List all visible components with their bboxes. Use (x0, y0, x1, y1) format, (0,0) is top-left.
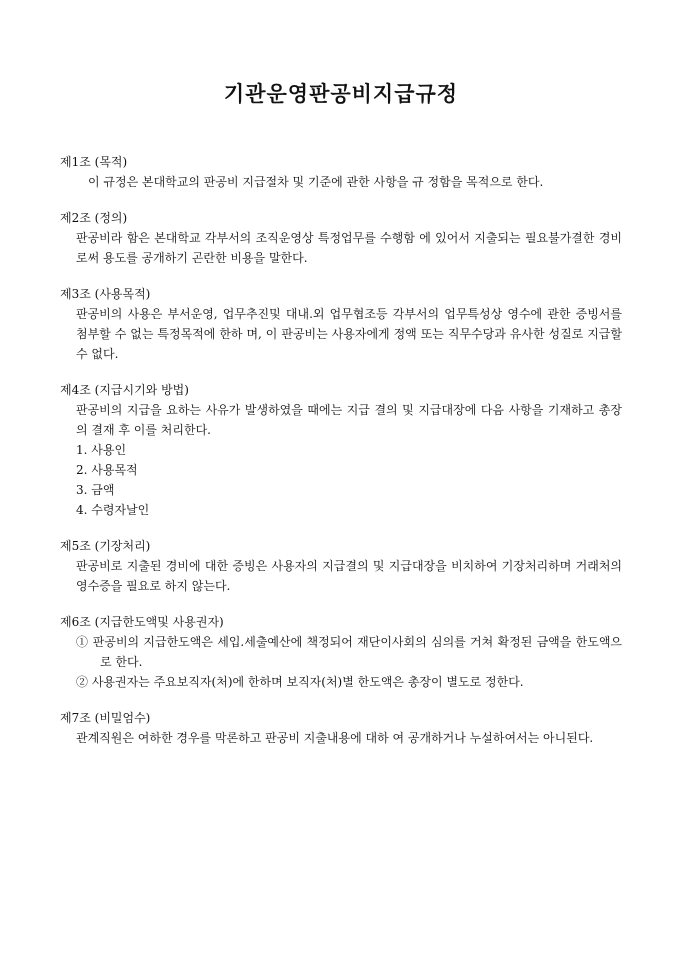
article-heading: 제1조 (목적) (60, 155, 128, 169)
article-body: 판공비라 함은 본대학교 각부서의 조직운영상 특정업무를 수행함 에 있어서 지출되는 필요불가결한 경비로써 용도를 공개하기 곤란한 비용을 말한다. (76, 231, 622, 265)
item-list (60, 440, 622, 520)
list-item: 4. 수령자날인 (76, 503, 150, 517)
list-item: 3. 금액 (76, 483, 115, 497)
clause: ① 판공비의 지급한도액은 세입.세출예산에 책정되어 재단이사회의 심의를 거쳐 확정된 금액을 한도액으로 한다. (76, 635, 622, 669)
article-2 (60, 208, 622, 268)
article-heading: 제3조 (사용목적) (60, 287, 151, 301)
article-heading: 제7조 (비밀엄수) (60, 711, 151, 725)
article-heading: 제2조 (정의) (60, 211, 128, 225)
article-1 (60, 152, 622, 192)
document-title: 기관운영판공비지급규정 (223, 81, 459, 106)
article-heading: 제5조 (기장처리) (60, 539, 151, 553)
article-heading: 제6조 (지급한도액및 사용권자) (60, 615, 224, 629)
article-body: 판공비로 지출된 경비에 대한 증빙은 사용자의 지급결의 및 지급대장을 비치하여 기장처리하며 거래처의 영수증을 필요로 하지 않는다. (76, 559, 622, 593)
list-item: 1. 사용인 (76, 443, 127, 457)
article-6 (60, 612, 622, 692)
article-body: 판공비의 지급을 요하는 사유가 발생하였을 때에는 지급 결의 및 지급대장에 다음 사항을 기재하고 총장의 결재 후 이를 처리한다. (76, 403, 622, 437)
article-4 (60, 380, 622, 520)
clause: ② 사용권자는 주요보직자(처)에 한하며 보직자(처)별 한도액은 총장이 별도로 정한다. (76, 675, 524, 689)
article-3 (60, 284, 622, 364)
article-body: 이 규정은 본대학교의 판공비 지급절차 및 기준에 관한 사항을 규 정함을 목적으로 한다. (88, 175, 544, 189)
list-item: 2. 사용목적 (76, 463, 138, 477)
article-body: 판공비의 사용은 부서운영, 업무추진및 대내.외 업무협조등 각부서의 업무특성상 영수에 관한 증빙서를 첨부할 수 없는 특정목적에 한하 며, 이 판공비는 사용자에게 정액 또는 직무수당과 유사한 성질로 지급할수 없다. (76, 307, 622, 361)
article-body: 관계직원은 여하한 경우를 막론하고 판공비 지출내용에 대하 여 공개하거나 누설하여서는 아니된다. (76, 731, 594, 745)
article-7 (60, 708, 622, 748)
article-heading: 제4조 (지급시기와 방법) (60, 383, 189, 397)
article-5 (60, 536, 622, 596)
